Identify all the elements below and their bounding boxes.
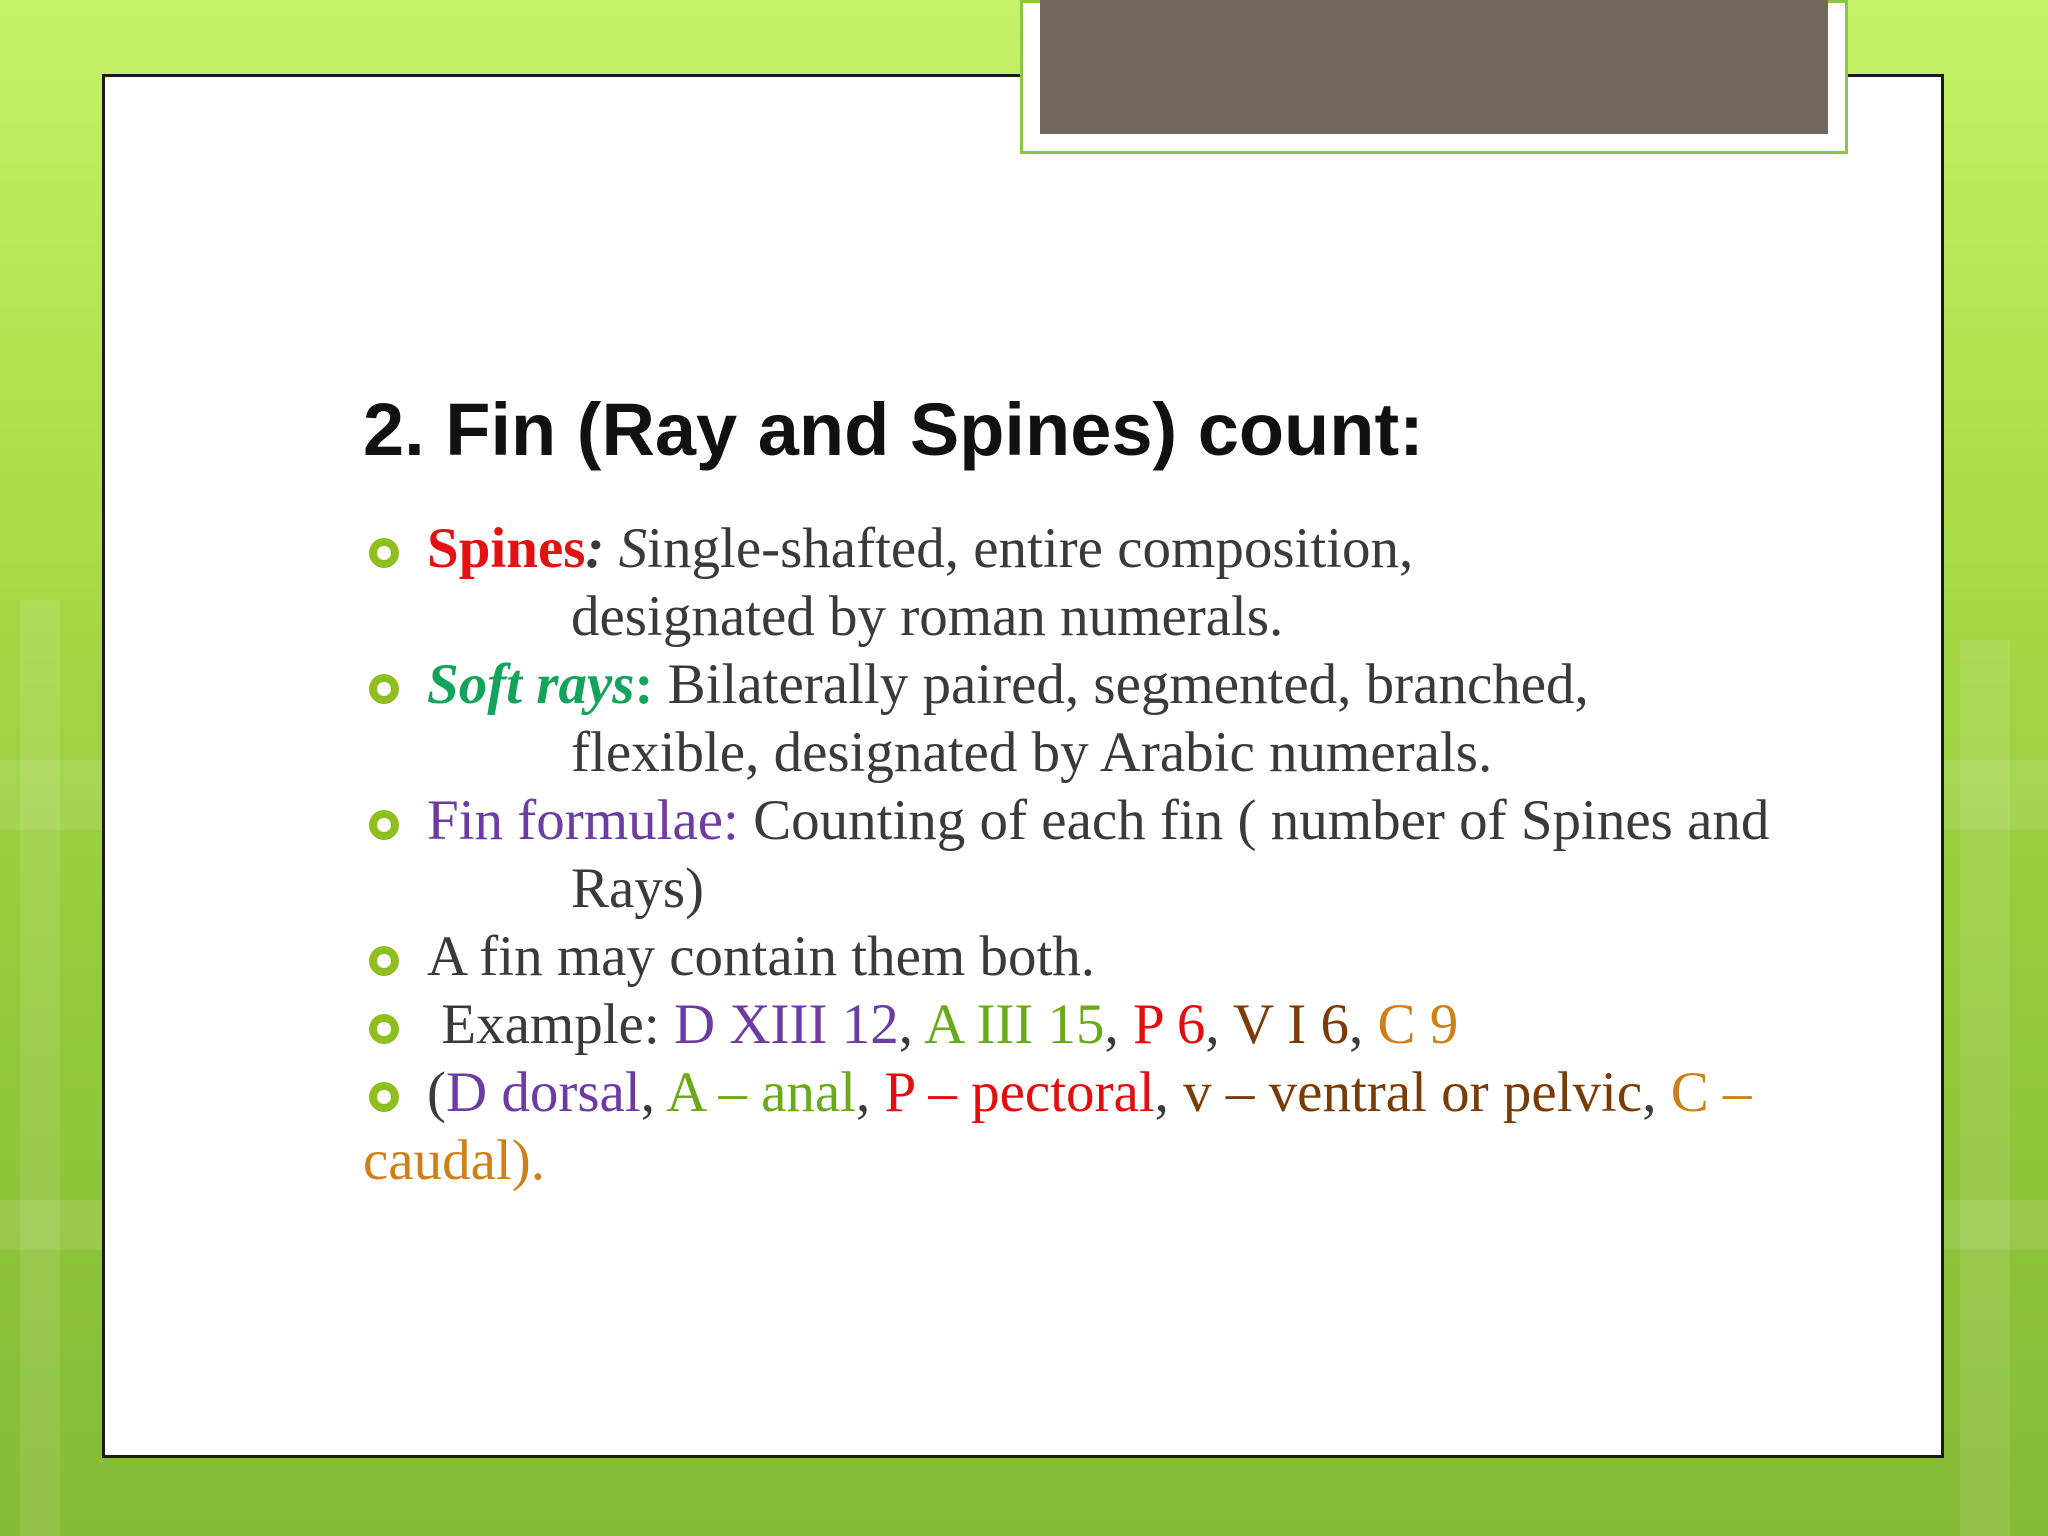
example-pectoral-letter: P — [1133, 993, 1177, 1056]
bullet-list — [363, 515, 1883, 1195]
bullet-spines — [363, 515, 1883, 651]
bullet-fin-both — [363, 923, 1883, 991]
bullet-ring-icon — [369, 1082, 399, 1112]
bullet-ring-icon — [369, 810, 399, 840]
bullet-ring-icon — [369, 538, 399, 568]
bullet-soft-rays — [363, 651, 1883, 787]
legend-separator: , — [640, 1061, 667, 1124]
spines-initial: S — [618, 517, 648, 580]
bullet-fin-legend — [363, 1059, 1883, 1195]
slide-content-panel — [102, 74, 1944, 1458]
soft-rays-description: Bilaterally paired, segmented, branched, — [653, 653, 1589, 716]
legend-caudal: C – caudal). — [363, 1061, 1752, 1192]
background-stripe — [1960, 640, 2010, 1536]
example-dorsal: D XIII 12 — [673, 993, 899, 1056]
example-pectoral-number: 6 — [1176, 993, 1206, 1056]
example-separator: , — [898, 993, 925, 1056]
legend-pectoral: P – pectoral — [884, 1061, 1155, 1124]
example-caudal: C 9 — [1377, 993, 1459, 1056]
example-separator: , — [1205, 993, 1233, 1056]
fin-both-text: A fin may contain them both. — [427, 925, 1096, 988]
legend-open-paren: ( — [427, 1061, 446, 1124]
legend-dorsal: D dorsal — [445, 1061, 641, 1124]
example-separator: , — [1104, 993, 1134, 1056]
soft-rays-colon: : — [634, 653, 654, 716]
soft-rays-description-continued: flexible, designated by Arabic numerals. — [571, 721, 1493, 784]
spines-description: ingle-shafted, entire composition, — [647, 517, 1414, 580]
legend-ventral: v – ventral or pelvic — [1183, 1061, 1643, 1124]
spines-colon: : — [585, 517, 605, 580]
fin-formulae-term: Fin formulae: — [427, 789, 739, 852]
fin-formulae-description: Counting of each fin ( number of Spines and — [738, 789, 1770, 852]
bullet-example — [363, 991, 1883, 1059]
legend-separator: , — [856, 1061, 885, 1124]
example-ventral: V I 6 — [1232, 993, 1349, 1056]
fin-formulae-description-continued: Rays) — [571, 857, 704, 920]
title-placeholder-block — [1040, 0, 1828, 134]
legend-separator: , — [1154, 1061, 1184, 1124]
soft-rays-term: Soft rays — [427, 653, 635, 716]
legend-anal: A – anal — [666, 1061, 857, 1124]
background-stripe — [20, 600, 60, 1536]
bullet-ring-icon — [369, 946, 399, 976]
example-label: Example: — [427, 993, 674, 1056]
bullet-ring-icon — [369, 1014, 399, 1044]
spines-description-continued: designated by roman numerals. — [571, 585, 1284, 648]
legend-separator: , — [1642, 1061, 1671, 1124]
spines-term: Spines — [427, 517, 586, 580]
example-separator: , — [1349, 993, 1378, 1056]
example-anal: A III 15 — [924, 993, 1105, 1056]
bullet-ring-icon — [369, 674, 399, 704]
bullet-fin-formulae — [363, 787, 1883, 923]
slide-title: 2. Fin (Ray and Spines) count: — [363, 388, 1424, 471]
